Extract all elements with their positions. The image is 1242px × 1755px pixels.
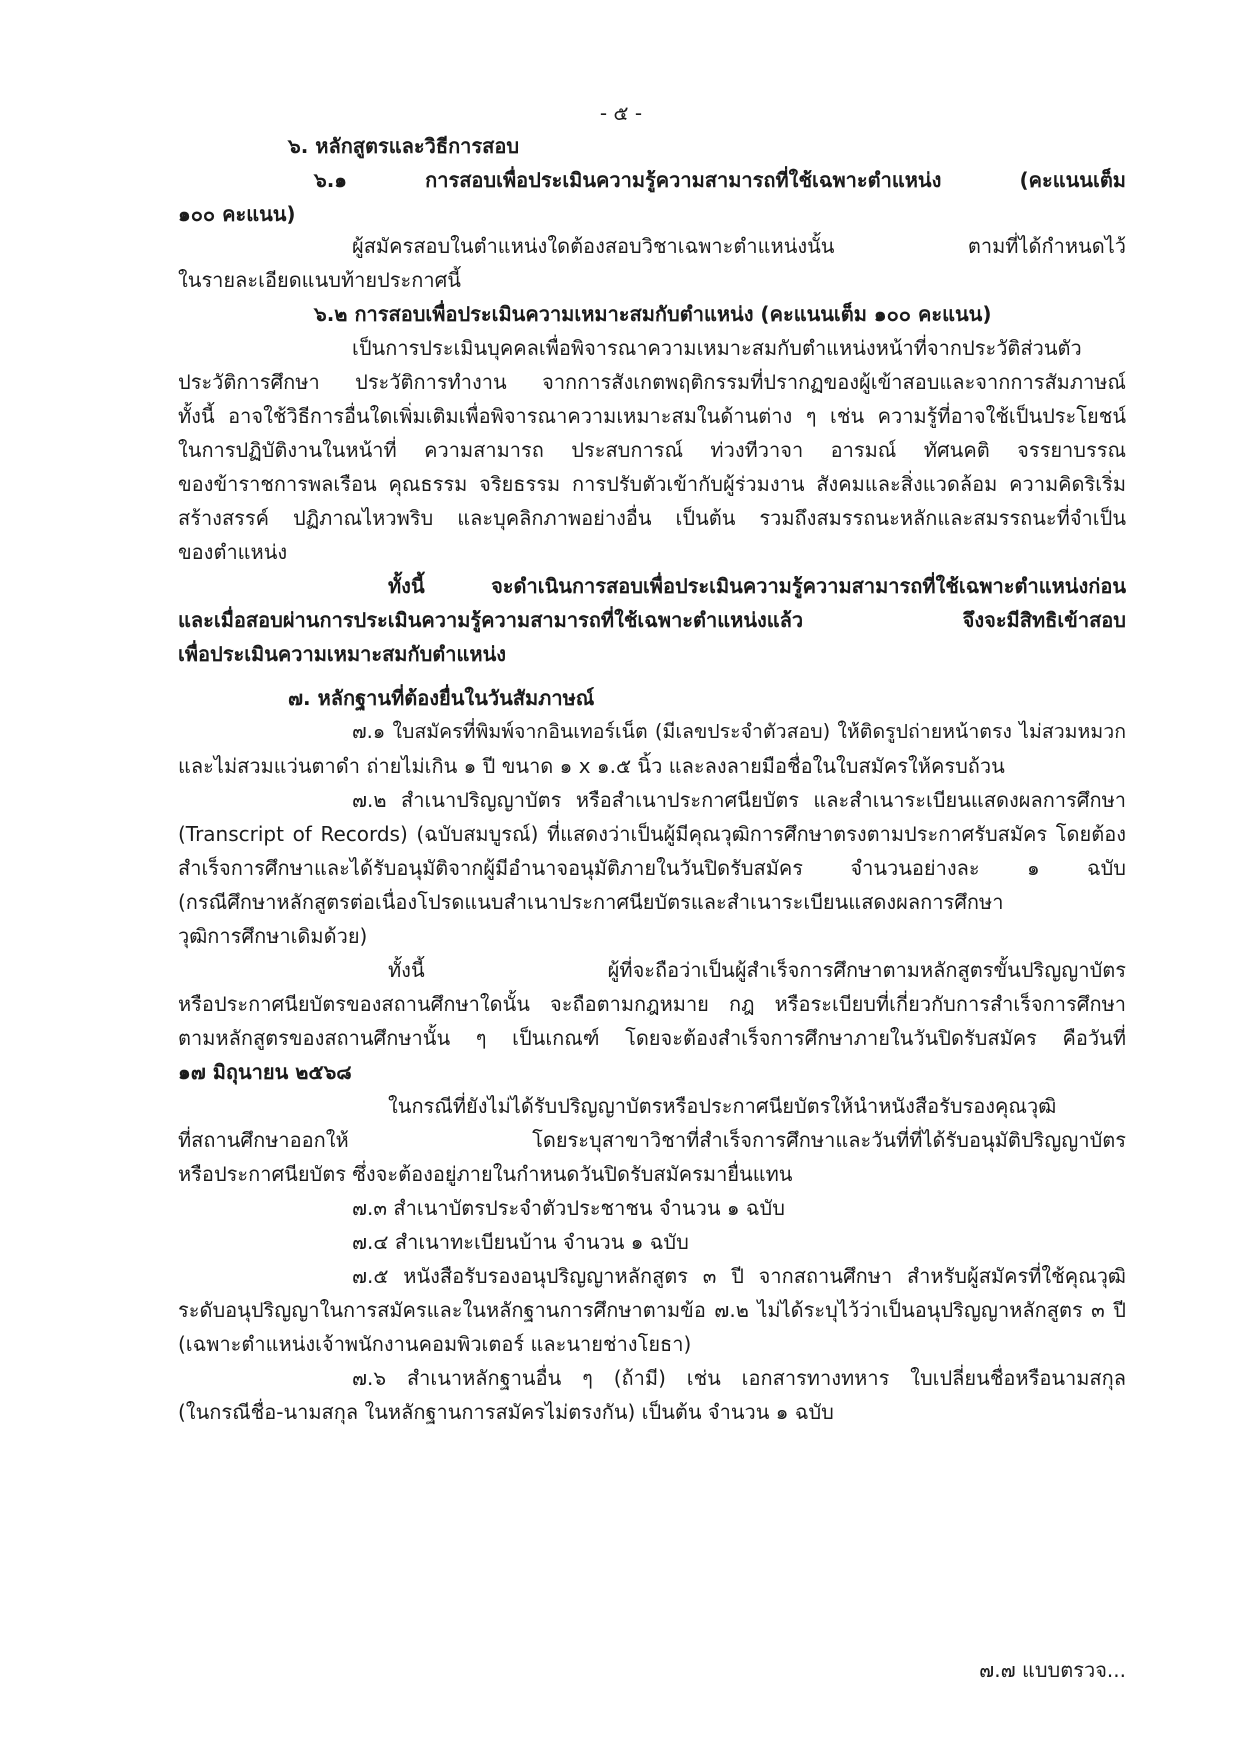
bold-paragraph-line: ทั้งนี้ จะดำเนินการสอบเพื่อประเมินความรู้ความสามารถที่ใช้เฉพาะตำแหน่งก่อน bbox=[388, 574, 1126, 598]
paragraph-line: ประวัติการศึกษา ประวัติการทำงาน จากการสังเกตพฤติกรรมที่ปรากฏของผู้เข้าสอบและจากการสัมภาษณ์ bbox=[178, 370, 1126, 394]
section-heading-6: ๖. หลักสูตรและวิธีการสอบ bbox=[288, 134, 520, 158]
paragraph-line: ของข้าราชการพลเรือน คุณธรรม จริยธรรม การปรับตัวเข้ากับผู้ร่วมงาน สังคมและสิ่งแวดล้อม ความคิดริเริ่ม bbox=[178, 472, 1126, 496]
paragraph-line: ของตำแหน่ง bbox=[178, 540, 288, 564]
paragraph-line: ตามหลักสูตรของสถานศึกษานั้น ๆ เป็นเกณฑ์ โดยจะต้องสำเร็จการศึกษาภายในวันปิดรับสมัคร คือวันที่ bbox=[178, 1026, 1126, 1050]
deadline-date: ๑๗ มิถุนายน ๒๕๖๘ bbox=[178, 1060, 352, 1084]
section-heading-7: ๗. หลักฐานที่ต้องยื่นในวันสัมภาษณ์ bbox=[288, 686, 595, 710]
paragraph-line: และไม่สวมแว่นตาดำ ถ่ายไม่เกิน ๑ ปี ขนาด ๑ x ๑.๕ นิ้ว และลงลายมือชื่อในใบสมัครให้ครบถ้วน bbox=[178, 754, 1005, 778]
paragraph-line: ทั้งนี้ ผู้ที่จะถือว่าเป็นผู้สำเร็จการศึกษาตามหลักสูตรขั้นปริญญาบัตร bbox=[388, 958, 1126, 982]
subsection-heading-6-2: ๖.๒ การสอบเพื่อประเมินความเหมาะสมกับตำแหน่ง (คะแนนเต็ม ๑๐๐ คะแนน) bbox=[314, 302, 992, 326]
paragraph-line: ทั้งนี้ อาจใช้วิธีการอื่นใดเพิ่มเติมเพื่อพิจารณาความเหมาะสมในด้านต่าง ๆ เช่น ความรู้ที่อาจใช้เป็นประโยชน์ bbox=[178, 404, 1126, 428]
subsection-heading-6-1-cont: ๑๐๐ คะแนน) bbox=[178, 202, 296, 226]
paragraph-line: (ในกรณีชื่อ-นามสกุล ในหลักฐานการสมัครไม่ตรงกัน) เป็นต้น จำนวน ๑ ฉบับ bbox=[178, 1400, 834, 1424]
page-number: - ๕ - bbox=[599, 101, 643, 125]
list-item-7-3: ๗.๓ สำเนาบัตรประจำตัวประชาชน จำนวน ๑ ฉบับ bbox=[352, 1196, 785, 1220]
list-item-7-4: ๗.๔ สำเนาทะเบียนบ้าน จำนวน ๑ ฉบับ bbox=[352, 1230, 689, 1254]
paragraph-line: สำเร็จการศึกษาและได้รับอนุมัติจากผู้มีอำนาจอนุมัติภายในวันปิดรับสมัคร จำนวนอย่างละ ๑ ฉบับ bbox=[178, 856, 1126, 880]
paragraph-line: หรือประกาศนียบัตรของสถานศึกษาใดนั้น จะถือตามกฎหมาย กฎ หรือระเบียบที่เกี่ยวกับการสำเร็จการศึกษา bbox=[178, 992, 1126, 1016]
bold-paragraph-line: เพื่อประเมินความเหมาะสมกับตำแหน่ง bbox=[178, 642, 507, 666]
paragraph-line: ระดับอนุปริญญาในการสมัครและในหลักฐานการศึกษาตามข้อ ๗.๒ ไม่ได้ระบุไว้ว่าเป็นอนุปริญญาหลักสูตร ๓ ปี bbox=[178, 1298, 1126, 1322]
paragraph-line: ในการปฏิบัติงานในหน้าที่ ความสามารถ ประสบการณ์ ท่วงทีวาจา อารมณ์ ทัศนคติ จรรยาบรรณ bbox=[178, 438, 1126, 462]
bold-paragraph-line: และเมื่อสอบผ่านการประเมินความรู้ความสามารถที่ใช้เฉพาะตำแหน่งแล้ว จึงจะมีสิทธิเข้าสอบ bbox=[178, 608, 1126, 632]
paragraph-line: ในกรณีที่ยังไม่ได้รับปริญญาบัตรหรือประกาศนียบัตรให้นำหนังสือรับรองคุณวุฒิ bbox=[388, 1094, 1057, 1118]
list-item-7-5: ๗.๕ หนังสือรับรองอนุปริญญาหลักสูตร ๓ ปี จากสถานศึกษา สำหรับผู้สมัครที่ใช้คุณวุฒิ bbox=[352, 1264, 1126, 1288]
paragraph-line: (Transcript of Records) (ฉบับสมบูรณ์) ที่แสดงว่าเป็นผู้มีคุณวุฒิการศึกษาตรงตามประกาศรับสมัคร โดยต้อง bbox=[178, 822, 1126, 846]
continuation-footer: ๗.๗ แบบตรวจ... bbox=[979, 1658, 1126, 1682]
paragraph-line: หรือประกาศนียบัตร ซึ่งจะต้องอยู่ภายในกำหนดวันปิดรับสมัครมายื่นแทน bbox=[178, 1162, 793, 1186]
paragraph-line: ผู้สมัครสอบในตำแหน่งใดต้องสอบวิชาเฉพาะตำแหน่งนั้น ตามที่ได้กำหนดไว้ bbox=[352, 234, 1126, 258]
paragraph-line: (กรณีศึกษาหลักสูตรต่อเนื่องโปรดแนบสำเนาประกาศนียบัตรและสำเนาระเบียนแสดงผลการศึกษา bbox=[178, 890, 1004, 914]
subsection-heading-6-1: ๖.๑ การสอบเพื่อประเมินความรู้ความสามารถที่ใช้เฉพาะตำแหน่ง (คะแนนเต็ม bbox=[314, 168, 1126, 192]
paragraph-line: สร้างสรรค์ ปฏิภาณไหวพริบ และบุคลิกภาพอย่างอื่น เป็นต้น รวมถึงสมรรถนะหลักและสมรรถนะที่จำเป็น bbox=[178, 506, 1126, 530]
paragraph-line: (เฉพาะตำแหน่งเจ้าพนักงานคอมพิวเตอร์ และนายช่างโยธา) bbox=[178, 1332, 692, 1356]
paragraph-line: ๗.๒ สำเนาปริญญาบัตร หรือสำเนาประกาศนียบัตร และสำเนาระเบียนแสดงผลการศึกษา bbox=[352, 788, 1126, 812]
paragraph-line: วุฒิการศึกษาเดิมด้วย) bbox=[178, 924, 368, 948]
paragraph-line: ที่สถานศึกษาออกให้ โดยระบุสาขาวิชาที่สำเร็จการศึกษาและวันที่ที่ได้รับอนุมัติปริญญาบัตร bbox=[178, 1128, 1126, 1152]
list-item-7-6: ๗.๖ สำเนาหลักฐานอื่น ๆ (ถ้ามี) เช่น เอกสารทางทหาร ใบเปลี่ยนชื่อหรือนามสกุล bbox=[352, 1366, 1126, 1390]
paragraph-line: ในรายละเอียดแนบท้ายประกาศนี้ bbox=[178, 268, 461, 292]
paragraph-line: ๗.๑ ใบสมัครที่พิมพ์จากอินเทอร์เน็ต (มีเลขประจำตัวสอบ) ให้ติดรูปถ่ายหน้าตรง ไม่สวมหมวก bbox=[352, 720, 1126, 743]
paragraph-line: เป็นการประเมินบุคคลเพื่อพิจารณาความเหมาะสมกับตำแหน่งหน้าที่จากประวัติส่วนตัว bbox=[352, 336, 1082, 360]
